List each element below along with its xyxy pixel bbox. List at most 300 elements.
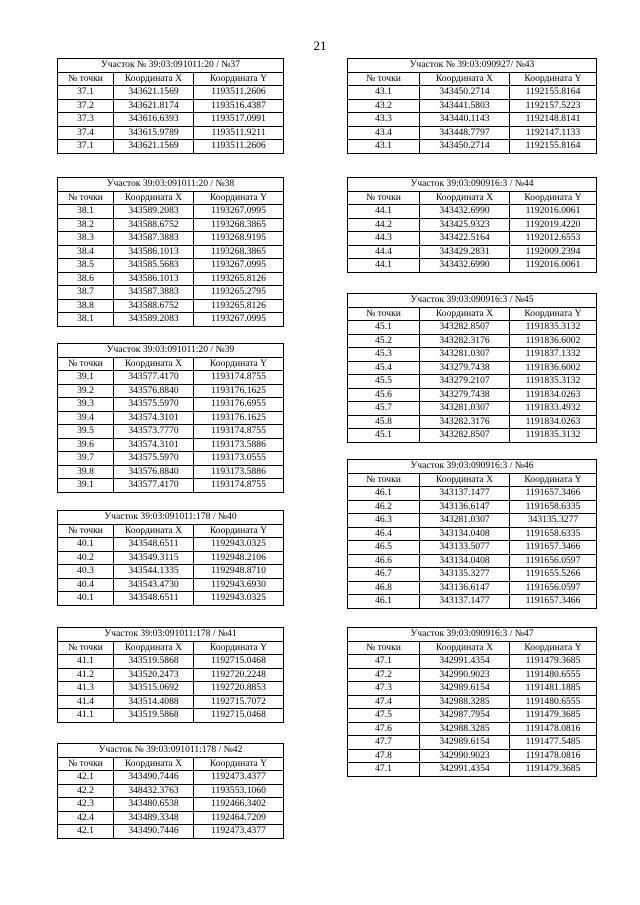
coord-y: 1192464.7209 <box>194 811 284 825</box>
table-row <box>58 371 284 385</box>
table-row <box>58 592 284 606</box>
table-title-row <box>58 744 284 758</box>
coord-y: 1191657.3466 <box>510 541 597 555</box>
header-point: № точки <box>348 72 420 86</box>
table-row <box>58 272 284 286</box>
coord-x: 343621.1569 <box>114 86 194 100</box>
point-number: 47.2 <box>348 668 420 682</box>
coord-x: 343544.1335 <box>114 565 194 579</box>
point-number: 37.2 <box>58 99 114 113</box>
coord-x: 343548.6511 <box>114 592 194 606</box>
coordinate-table <box>347 58 597 154</box>
coordinate-table <box>57 177 284 327</box>
table-row <box>348 321 597 335</box>
coord-y: 1191481.1885 <box>510 682 597 696</box>
coord-y: 1192016.0061 <box>510 259 597 273</box>
table-row <box>348 554 597 568</box>
coord-y: 1192943.0325 <box>194 592 284 606</box>
point-number: 45.1 <box>348 429 420 443</box>
table-title-row <box>58 178 284 192</box>
coord-x: 343514.4088 <box>114 695 194 709</box>
header-point: № точки <box>348 641 420 655</box>
coord-y: 1191658.6335 <box>510 527 597 541</box>
table-row <box>58 398 284 412</box>
coord-x: 343480.6538 <box>114 798 194 812</box>
coord-y: 1191478.0816 <box>510 749 597 763</box>
table-row <box>348 682 597 696</box>
coord-y: 1192948.2106 <box>194 551 284 565</box>
table-title-row <box>348 294 597 308</box>
coord-y: 1191837.1332 <box>510 348 597 362</box>
coord-x: 343135.3277 <box>420 568 510 582</box>
coord-y: 1191833.4932 <box>510 402 597 416</box>
point-number: 39.2 <box>58 384 114 398</box>
point-number: 38.1 <box>58 313 114 327</box>
point-number: 44.3 <box>348 232 420 246</box>
coord-y: 1192943.0325 <box>194 538 284 552</box>
table-row <box>348 126 597 140</box>
coord-y: 1192155.8164 <box>510 140 597 154</box>
table-row <box>348 375 597 389</box>
coord-x: 342989.6154 <box>420 736 510 750</box>
header-x: Координата X <box>114 191 194 205</box>
coord-y: 1191657.3466 <box>510 487 597 501</box>
header-x: Координата X <box>420 72 510 86</box>
coord-x: 343515.0692 <box>114 682 194 696</box>
coord-x: 343282.8507 <box>420 321 510 335</box>
coord-y: 1192012.6553 <box>510 232 597 246</box>
table-row <box>348 695 597 709</box>
point-number: 42.1 <box>58 825 114 839</box>
table-row <box>58 479 284 493</box>
table-row <box>58 551 284 565</box>
table-row <box>348 113 597 127</box>
table-row <box>58 259 284 273</box>
coord-y: 1192009.2394 <box>510 245 597 259</box>
coord-x: 343519.5868 <box>114 709 194 723</box>
coord-y: 1193516.4387 <box>194 99 284 113</box>
header-point: № точки <box>58 191 114 205</box>
table-header-row <box>58 191 284 205</box>
coord-x: 343548.6511 <box>114 538 194 552</box>
table-row <box>348 722 597 736</box>
table-header-row <box>348 473 597 487</box>
coord-x: 343432.6990 <box>420 259 510 273</box>
coord-x: 343587.3883 <box>114 286 194 300</box>
table-row <box>58 578 284 592</box>
coord-y: 1192715.0468 <box>194 709 284 723</box>
point-number: 39.7 <box>58 452 114 466</box>
coord-x: 343621.1569 <box>114 140 194 154</box>
header-y: Координата Y <box>510 72 597 86</box>
point-number: 41.1 <box>58 709 114 723</box>
table-row <box>348 568 597 582</box>
table-row <box>58 538 284 552</box>
table-row <box>348 749 597 763</box>
coord-y: 1192148.8141 <box>510 113 597 127</box>
coord-x: 343489.3348 <box>114 811 194 825</box>
coord-x: 343490.7446 <box>114 771 194 785</box>
point-number: 47.4 <box>348 695 420 709</box>
coord-y: 1193511.2606 <box>194 140 284 154</box>
header-point: № точки <box>348 191 420 205</box>
table-row <box>348 348 597 362</box>
table-row <box>58 113 284 127</box>
coord-x: 343577.4170 <box>114 479 194 493</box>
header-y: Координата Y <box>194 524 284 538</box>
coord-y: 1193265.2795 <box>194 286 284 300</box>
coord-y: 1193173.5886 <box>194 438 284 452</box>
header-x: Координата X <box>420 473 510 487</box>
table-title: Участок № 39:03:091011:20 / №37 <box>58 59 284 73</box>
coord-x: 343432.6990 <box>420 205 510 219</box>
coord-x: 343134.0408 <box>420 554 510 568</box>
coord-y: 1193265.8126 <box>194 299 284 313</box>
table-title: Участок № 39:03:090927/ №43 <box>348 59 597 73</box>
point-number: 40.2 <box>58 551 114 565</box>
coord-y: 1193268.3865 <box>194 245 284 259</box>
coord-x: 343585.5683 <box>114 259 194 273</box>
coord-x: 343586.1013 <box>114 245 194 259</box>
coord-y: 1193511.9211 <box>194 126 284 140</box>
point-number: 45.4 <box>348 361 420 375</box>
coord-x: 343519.5868 <box>114 655 194 669</box>
point-number: 44.1 <box>348 259 420 273</box>
table-header-row <box>58 757 284 771</box>
point-number: 39.3 <box>58 398 114 412</box>
point-number: 41.3 <box>58 682 114 696</box>
table-header-row <box>348 191 597 205</box>
point-number: 46.7 <box>348 568 420 582</box>
coord-y: 1191834.0263 <box>510 415 597 429</box>
coord-x: 343520.2473 <box>114 668 194 682</box>
coord-x: 343574.3101 <box>114 438 194 452</box>
point-number: 39.8 <box>58 465 114 479</box>
coord-x: 342990.9023 <box>420 668 510 682</box>
coord-x: 343573.7770 <box>114 425 194 439</box>
coord-x: 348432.3763 <box>114 784 194 798</box>
coord-y: 1192155.8164 <box>510 86 597 100</box>
table-title-row <box>348 460 597 474</box>
coordinate-table <box>347 627 597 777</box>
table-title-row <box>58 511 284 525</box>
coord-y: 1192473.4377 <box>194 825 284 839</box>
point-number: 41.1 <box>58 655 114 669</box>
coordinate-table <box>57 343 284 493</box>
table-row <box>348 99 597 113</box>
header-y: Координата Y <box>194 641 284 655</box>
table-header-row <box>58 357 284 371</box>
header-point: № точки <box>348 473 420 487</box>
coord-x: 343137.1477 <box>420 595 510 609</box>
coord-y: 1193268.3865 <box>194 218 284 232</box>
coord-y: 1193265.8126 <box>194 272 284 286</box>
table-row <box>348 736 597 750</box>
point-number: 37.4 <box>58 126 114 140</box>
table-title: Участок 39:03:091011:178 / №40 <box>58 511 284 525</box>
point-number: 42.1 <box>58 771 114 785</box>
header-x: Координата X <box>420 307 510 321</box>
coord-y: 1193553.1060 <box>194 784 284 798</box>
coord-y: 1191658.6335 <box>510 500 597 514</box>
coord-x: 342987.7954 <box>420 709 510 723</box>
coord-x: 343450.2714 <box>420 140 510 154</box>
page-number: 21 <box>313 38 327 53</box>
point-number: 46.6 <box>348 554 420 568</box>
table-title: Участок 39:03:090916:3 / №45 <box>348 294 597 308</box>
point-number: 43.2 <box>348 99 420 113</box>
header-point: № точки <box>58 524 114 538</box>
header-x: Координата X <box>114 524 194 538</box>
table-row <box>58 798 284 812</box>
coord-x: 342989.6154 <box>420 682 510 696</box>
coord-x: 342990.9023 <box>420 749 510 763</box>
point-number: 45.6 <box>348 388 420 402</box>
table-row <box>58 384 284 398</box>
coord-y: 1191835.3132 <box>510 375 597 389</box>
point-number: 40.1 <box>58 592 114 606</box>
table-row <box>58 411 284 425</box>
header-point: № точки <box>348 307 420 321</box>
table-row <box>58 286 284 300</box>
coord-y: 1191479.3685 <box>510 655 597 669</box>
point-number: 45.5 <box>348 375 420 389</box>
coord-x: 343282.8507 <box>420 429 510 443</box>
point-number: 46.1 <box>348 487 420 501</box>
coord-y: 1191656.0597 <box>510 581 597 595</box>
table-header-row <box>58 72 284 86</box>
table-row <box>58 668 284 682</box>
coord-x: 343281.0307 <box>420 514 510 528</box>
table-row <box>348 527 597 541</box>
coord-y: 1191479.3685 <box>510 763 597 777</box>
point-number: 40.3 <box>58 565 114 579</box>
point-number: 41.2 <box>58 668 114 682</box>
coord-y: 1193174.8755 <box>194 425 284 439</box>
coordinate-table <box>347 459 597 609</box>
table-row <box>348 668 597 682</box>
header-x: Координата X <box>114 357 194 371</box>
point-number: 39.1 <box>58 479 114 493</box>
table-row <box>348 415 597 429</box>
coord-y: 1191834.0263 <box>510 388 597 402</box>
coord-x: 343588.6752 <box>114 218 194 232</box>
table-row <box>348 514 597 528</box>
point-number: 42.3 <box>58 798 114 812</box>
table-row <box>348 86 597 100</box>
coord-y: 1192147.1133 <box>510 126 597 140</box>
point-number: 37.3 <box>58 113 114 127</box>
coord-y: 1192715.0468 <box>194 655 284 669</box>
table-title-row <box>348 59 597 73</box>
coord-y: 1191656.0597 <box>510 554 597 568</box>
coordinate-table <box>57 743 284 839</box>
point-number: 47.5 <box>348 709 420 723</box>
coord-x: 342988.3285 <box>420 722 510 736</box>
table-row <box>58 99 284 113</box>
table-row <box>58 126 284 140</box>
coordinate-table <box>57 627 284 723</box>
coord-y: 1193268.9195 <box>194 232 284 246</box>
table-row <box>58 465 284 479</box>
point-number: 38.4 <box>58 245 114 259</box>
coord-x: 342991.4354 <box>420 655 510 669</box>
coord-y: 1192157.5223 <box>510 99 597 113</box>
coord-x: 343281.0307 <box>420 348 510 362</box>
header-y: Координата Y <box>194 357 284 371</box>
header-y: Координата Y <box>194 757 284 771</box>
point-number: 47.1 <box>348 763 420 777</box>
table-row <box>348 402 597 416</box>
table-row <box>348 429 597 443</box>
coord-y: 1193511.2606 <box>194 86 284 100</box>
coord-x: 343136.6147 <box>420 581 510 595</box>
coordinate-table <box>347 177 597 273</box>
coord-x: 343282.3176 <box>420 415 510 429</box>
point-number: 39.1 <box>58 371 114 385</box>
point-number: 46.1 <box>348 595 420 609</box>
point-number: 38.3 <box>58 232 114 246</box>
table-row <box>348 245 597 259</box>
coord-x: 343575.5970 <box>114 452 194 466</box>
point-number: 47.6 <box>348 722 420 736</box>
coord-y: 1192720.8853 <box>194 682 284 696</box>
table-row <box>348 388 597 402</box>
table-title: Участок 39:03:090916:3 / №46 <box>348 460 597 474</box>
point-number: 38.1 <box>58 205 114 219</box>
header-y: Координата Y <box>510 191 597 205</box>
coord-y: 1192016.0061 <box>510 205 597 219</box>
point-number: 39.5 <box>58 425 114 439</box>
point-number: 38.7 <box>58 286 114 300</box>
point-number: 46.5 <box>348 541 420 555</box>
table-row <box>348 500 597 514</box>
coord-y: 1193267.0995 <box>194 259 284 273</box>
point-number: 46.4 <box>348 527 420 541</box>
point-number: 45.2 <box>348 334 420 348</box>
table-row <box>348 581 597 595</box>
table-row <box>348 655 597 669</box>
table-title-row <box>58 59 284 73</box>
table-row <box>348 709 597 723</box>
header-y: Координата Y <box>510 473 597 487</box>
coord-y: 1193173.0555 <box>194 452 284 466</box>
point-number: 45.3 <box>348 348 420 362</box>
header-y: Координата Y <box>194 191 284 205</box>
coord-x: 343621.8174 <box>114 99 194 113</box>
coord-y: 1192473.4377 <box>194 771 284 785</box>
point-number: 40.4 <box>58 578 114 592</box>
header-y: Координата Y <box>510 307 597 321</box>
table-row <box>58 86 284 100</box>
coord-x: 342991.4354 <box>420 763 510 777</box>
coord-y: 1193174.8755 <box>194 371 284 385</box>
point-number: 46.2 <box>348 500 420 514</box>
coord-y: 1191655.5266 <box>510 568 597 582</box>
table-row <box>58 771 284 785</box>
point-number: 38.6 <box>58 272 114 286</box>
coord-x: 343282.3176 <box>420 334 510 348</box>
coord-y: 1192948.8710 <box>194 565 284 579</box>
point-number: 38.8 <box>58 299 114 313</box>
coord-x: 343133.5077 <box>420 541 510 555</box>
table-row <box>58 140 284 154</box>
coord-x: 343577.4170 <box>114 371 194 385</box>
point-number: 38.5 <box>58 259 114 273</box>
point-number: 47.3 <box>348 682 420 696</box>
coord-y: 1193176.1625 <box>194 384 284 398</box>
coord-y: 1193267.0995 <box>194 313 284 327</box>
point-number: 44.2 <box>348 218 420 232</box>
table-header-row <box>348 72 597 86</box>
coord-x: 343279.2107 <box>420 375 510 389</box>
table-row <box>348 595 597 609</box>
coord-y: 1191835.3132 <box>510 429 597 443</box>
point-number: 42.4 <box>58 811 114 825</box>
coord-x: 343586.1013 <box>114 272 194 286</box>
point-number: 45.1 <box>348 321 420 335</box>
coord-y: 1191836.6002 <box>510 361 597 375</box>
table-row <box>348 487 597 501</box>
table-row <box>348 205 597 219</box>
table-row <box>58 811 284 825</box>
table-row <box>58 205 284 219</box>
coordinate-table <box>57 510 284 606</box>
header-x: Координата X <box>114 641 194 655</box>
point-number: 42.2 <box>58 784 114 798</box>
header-point: № точки <box>58 72 114 86</box>
point-number: 47.7 <box>348 736 420 750</box>
header-x: Координата X <box>114 72 194 86</box>
coord-x: 343615.9789 <box>114 126 194 140</box>
coord-y: 1191836.6002 <box>510 334 597 348</box>
coord-x: 343448.7797 <box>420 126 510 140</box>
header-x: Координата X <box>420 191 510 205</box>
point-number: 45.8 <box>348 415 420 429</box>
header-x: Координата X <box>420 641 510 655</box>
coordinate-table <box>347 293 597 443</box>
coord-y: 1192720.2248 <box>194 668 284 682</box>
table-header-row <box>58 641 284 655</box>
coord-x: 343440.1143 <box>420 113 510 127</box>
point-number: 38.2 <box>58 218 114 232</box>
table-row <box>58 682 284 696</box>
coord-x: 343137.1477 <box>420 487 510 501</box>
table-row <box>348 541 597 555</box>
header-y: Координата Y <box>194 72 284 86</box>
coord-y: 1191479.3685 <box>510 709 597 723</box>
coord-y: 1193517.0991 <box>194 113 284 127</box>
coord-y: 1193176.1625 <box>194 411 284 425</box>
point-number: 43.3 <box>348 113 420 127</box>
table-title-row <box>58 628 284 642</box>
header-point: № точки <box>58 641 114 655</box>
coord-x: 343576.8840 <box>114 384 194 398</box>
table-row <box>58 695 284 709</box>
table-row <box>58 825 284 839</box>
table-row <box>58 425 284 439</box>
coord-x: 343134.0408 <box>420 527 510 541</box>
coord-y: 1192019.4220 <box>510 218 597 232</box>
coord-x: 343588.6752 <box>114 299 194 313</box>
coord-y: 1192715.7072 <box>194 695 284 709</box>
table-row <box>58 232 284 246</box>
point-number: 43.1 <box>348 140 420 154</box>
header-y: Координата Y <box>510 641 597 655</box>
coordinate-table <box>57 58 284 154</box>
header-x: Координата X <box>114 757 194 771</box>
coord-y: 1191480.6555 <box>510 695 597 709</box>
